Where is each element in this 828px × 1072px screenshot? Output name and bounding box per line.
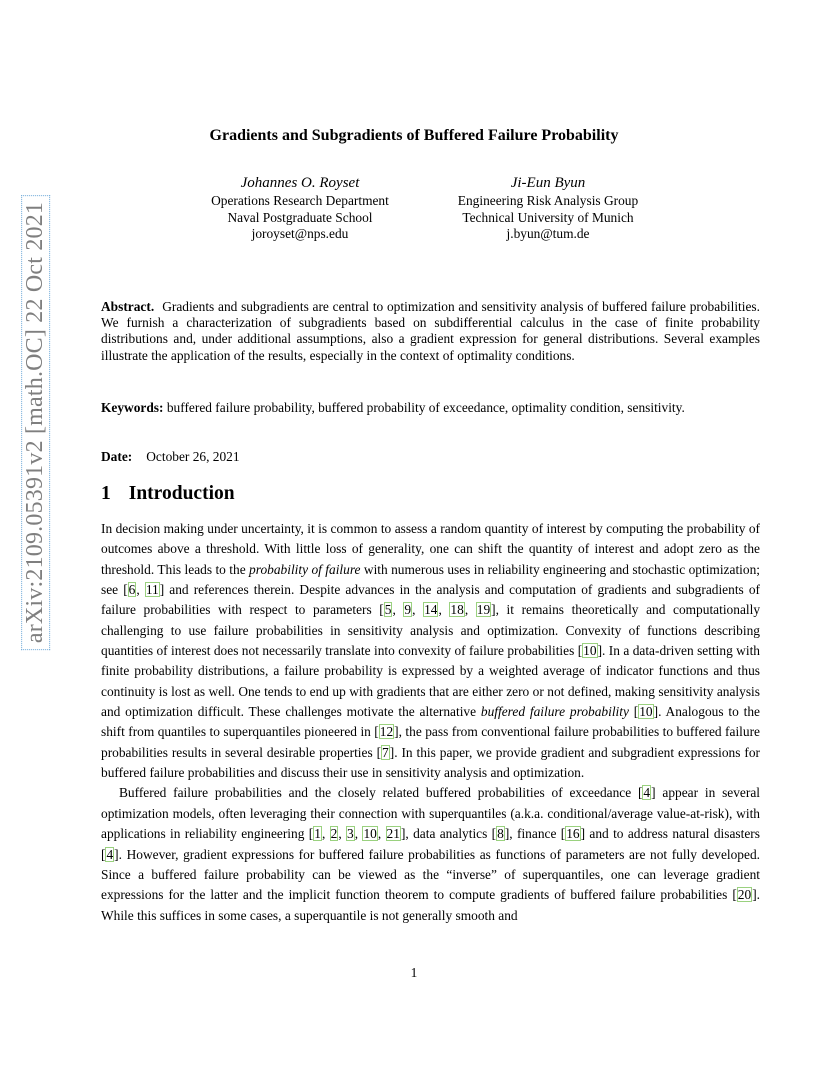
arxiv-sidebar-stamp — [22, 201, 50, 644]
abstract-label: Abstract. — [101, 299, 155, 314]
section-number: 1 — [101, 483, 111, 504]
text-run: ], data analytics [ — [400, 826, 497, 842]
text-run: ] appear in several optimization models, often leveraging their connection with superquantiles (a.k.a. conditional/average value-at-risk), with applications in reliability engineering [ — [101, 785, 760, 842]
abstract-text: Gradients and subgradients are central to optimization and sensitivity analysis of buffered failure probabilities. We furnish a characterization of subgradients based on subdifferential calculus in the case of finite probability distributions and, under additional assumptions, also a gradient expression for general distributions. Several examples illustrate the application of the results, especially in the context of optimality conditions. — [101, 299, 760, 363]
emphasis: probability of failure — [249, 561, 361, 577]
citation-link[interactable]: 7 — [382, 744, 389, 760]
text-run: ], it remains theoretically and computationally challenging to use failure probabilities in sensitivity analysis and optimization. Convexity of functions describing quantities of interest does not necessarily translate into convexity of failure probabilities [ — [101, 602, 761, 659]
text-run: , — [464, 602, 476, 618]
date-line — [101, 449, 240, 465]
citation-link[interactable]: 9 — [404, 602, 412, 618]
page-number: 1 — [410, 965, 418, 980]
arxiv-identifier[interactable]: arXiv:2109.05391v2 [math.OC] 22 Oct 2021 — [22, 195, 51, 650]
text-run: [ — [628, 704, 639, 720]
text-run: ]. In a data-driven setting with finite probability distributions, a failure probability is expressed by a weighted average of indicator functions and thus continuity is lost as well. One tends to end up with gradients that are either zero or not defined, making sensitivity analysis and optimization difficult. These challenges motivate the alternative — [101, 643, 760, 720]
citation-link[interactable]: 11 — [145, 582, 159, 598]
citation-link[interactable]: 21 — [386, 826, 400, 842]
emphasis: buffered failure probability — [480, 704, 629, 720]
text-run: ]. In this paper, we provide gradient and subgradient expressions for buffered failure probabilities and discuss their use in sensitivity analysis and optimization. — [101, 744, 760, 781]
text-run: Buffered failure probabilities and the closely related buffered probabilities of exceedance [ — [119, 785, 643, 801]
author-department: Operations Research Department — [211, 193, 389, 208]
text-run: , — [338, 826, 347, 842]
section-title: Introduction — [128, 483, 235, 504]
text-run: , — [377, 826, 386, 842]
citation-link[interactable]: 1 — [314, 826, 321, 842]
citation-link[interactable]: 20 — [737, 887, 752, 903]
text-run: ] and references therein. Despite advances in the analysis and computation of gradients and subgradients of failure probabilities with respect to parameters [ — [101, 582, 760, 618]
citation-link[interactable]: 4 — [106, 846, 114, 862]
date-label: Date: — [101, 449, 133, 464]
text-run: , — [438, 602, 450, 618]
text-run: ] and to address natural disasters [ — [101, 826, 760, 862]
citation-link[interactable]: 16 — [566, 826, 580, 842]
author-institution: Technical University of Munich — [462, 209, 634, 225]
text-run: , — [392, 602, 404, 618]
keywords-label: Keywords: — [101, 400, 164, 415]
author-email: joroyset@nps.edu — [251, 226, 349, 241]
text-run: ]. Analogous to the shift from quantiles to superquantiles pioneered in [ — [101, 704, 760, 740]
text-run: , — [321, 826, 330, 842]
citation-link[interactable]: 14 — [424, 602, 438, 618]
paragraph — [101, 519, 760, 783]
paper-title: Gradients and Subgradients of Buffered Failure Probability — [209, 127, 619, 144]
citation-link[interactable]: 4 — [643, 785, 651, 801]
citation-link[interactable]: 12 — [379, 724, 394, 740]
text-run: , — [354, 826, 363, 842]
text-run: with numerous uses in reliability engineering and stochastic optimization; see [ — [101, 561, 760, 598]
citation-link[interactable]: 8 — [497, 826, 504, 842]
author-department: Engineering Risk Analysis Group — [457, 193, 639, 208]
author-royset — [170, 173, 430, 243]
citation-link[interactable]: 10 — [363, 826, 377, 842]
keywords-text: buffered failure probability, buffered probability of exceedance, optimality condition, sensitivity. — [166, 400, 685, 415]
text-run: In decision making under uncertainty, it is common to assess a random quantity of interest by computing the probability of outcomes above a threshold. With little loss of generality, one can shift the quantity of interest and adopt zero as the threshold. This leads to the — [101, 521, 760, 577]
text-run: ]. While this suffices in some cases, a superquantile is not generally smooth and — [101, 887, 760, 923]
citation-link[interactable]: 18 — [450, 602, 464, 618]
citation-link[interactable]: 6 — [128, 582, 136, 598]
text-run: , — [136, 582, 145, 598]
keywords — [101, 400, 760, 416]
author-email: j.byun@tum.de — [506, 226, 590, 241]
abstract — [101, 299, 760, 364]
author-name: Ji-Eun Byun — [510, 175, 586, 191]
text-run: ], the pass from conventional failure probabilities to buffered failure probabilities results in several desirable properties [ — [101, 724, 760, 760]
paragraph — [101, 783, 760, 925]
text-run: ]. However, gradient expressions for buffered failure probabilities as functions of parameters are not fully developed. Since a buffered failure probability can be viewed as the “inverse” of superquantiles, one can leverage gradient expressions for the latter and the implicit function theorem to compute gradients of buffered failure probabilities [ — [101, 846, 760, 903]
citation-link[interactable]: 19 — [476, 602, 491, 618]
text-run: , — [412, 602, 424, 618]
author-name: Johannes O. Royset — [240, 175, 360, 191]
author-institution: Naval Postgraduate School — [227, 209, 373, 225]
body-text — [101, 519, 760, 926]
author-byun — [418, 173, 678, 243]
section-heading — [101, 483, 235, 505]
citation-link[interactable]: 2 — [330, 826, 338, 842]
date-value: October 26, 2021 — [146, 449, 240, 464]
text-run: ], finance [ — [504, 826, 566, 842]
citation-link[interactable]: 10 — [583, 643, 597, 659]
citation-link[interactable]: 10 — [639, 704, 653, 720]
citation-link[interactable]: 5 — [384, 602, 392, 618]
citation-link[interactable]: 3 — [347, 826, 354, 842]
